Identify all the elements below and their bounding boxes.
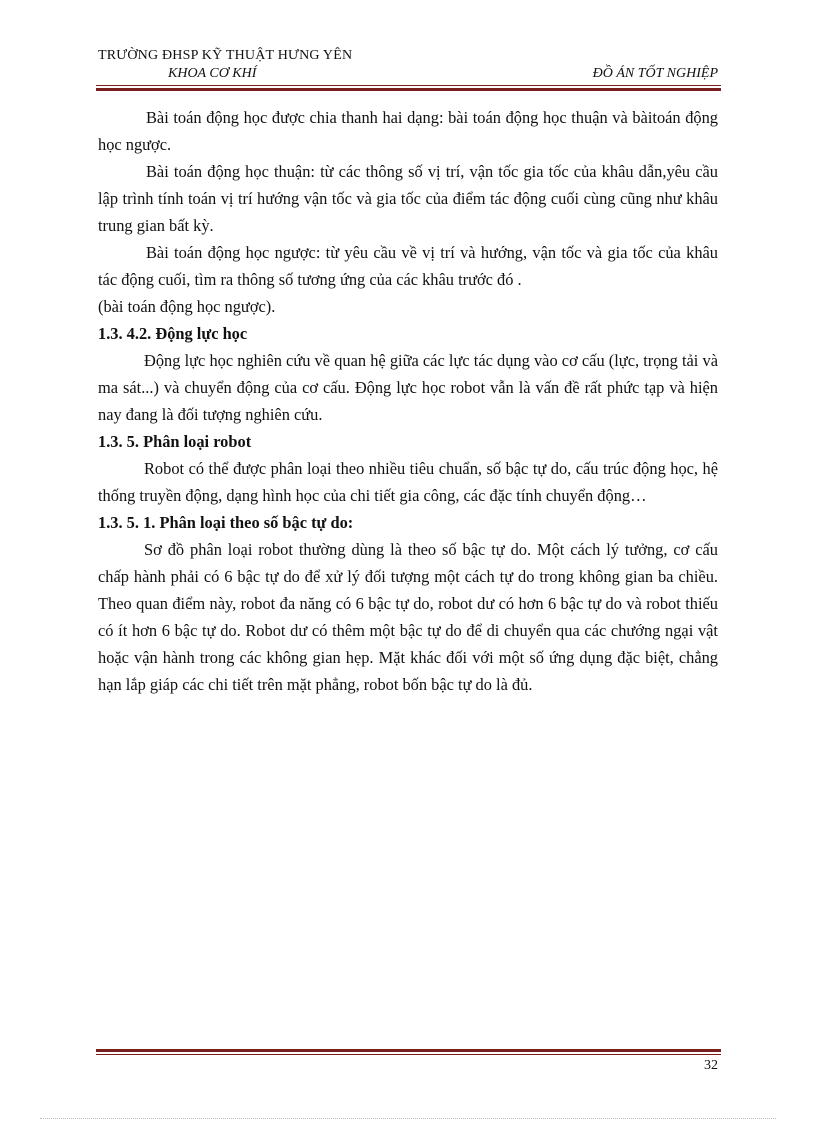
page-number: 32 [704,1058,718,1073]
paragraph-4: (bài toán động học ngược). [98,297,276,316]
footer-rule-thin [96,1054,721,1055]
paragraph-5: Động lực học nghiên cứu về quan hệ giữa các lực tác dụng vào cơ cấu (lực, trọng tải và ma sát...) và chuyển động của cơ cấu. Động lực học robot vẫn là vấn đề rất phức tạp và hiện nay đang là đối tượng nghiên cứu. [98,351,718,424]
paragraph-7: Sơ đồ phân loại robot thường dùng là theo số bậc tự do. Một cách lý tưởng, cơ cấu chấp hành phải có 6 bậc tự do để xử lý đối tượng một cách tự do trong không gian ba chiều. Theo quan điểm này, robot đa năng có 6 bậc tự do, robot dư có hơn 6 bậc tự do và robot thiếu có ít hơn 6 bậc tự do. Robot dư có thêm một bậc tự do để di chuyển qua các chướng ngại vật hoặc vận hành trong các không gian hẹp. Mặt khác đối với một số ứng dụng đặc biệt, chẳng hạn lắp giáp các chi tiết trên mặt phẳng, robot bốn bậc tự do là đủ. [98,540,718,694]
header-doc-type: ĐỒ ÁN TỐT NGHIỆP [592,66,718,81]
paragraph-2: Bài toán động học thuận: từ các thông số vị trí, vận tốc gia tốc của khâu dẫn,yêu cầu lập trình tính toán vị trí hướng vận tốc và gia tốc của điểm tác động cuối cùng cũng như khâu trung gian bất kỳ. [98,162,718,235]
paragraph-1: Bài toán động học được chia thanh hai dạng: bài toán động học thuận và bàitoán động học ngược. [98,108,718,154]
heading-dynamics: 1.3. 4.2. Động lực học [98,324,248,343]
paragraph-3: Bài toán động học ngược: từ yêu cầu về vị trí và hướng, vận tốc và gia tốc của khâu tác động cuối, tìm ra thông số tương ứng của các khâu trước đó . [98,243,718,289]
heading-classification: 1.3. 5. Phân loại robot [98,432,252,451]
header-rule-thick [96,88,721,91]
paragraph-6: Robot có thể được phân loại theo nhiều tiêu chuẩn, số bậc tự do, cấu trúc động học, hệ thống truyền động, dạng hình học của chi tiết gia công, các đặc tính chuyển động… [98,459,718,505]
page-bottom-divider [40,1118,776,1119]
heading-dof-classification: 1.3. 5. 1. Phân loại theo số bậc tự do: [98,513,354,532]
header-rule-thin [96,85,721,86]
page-body [98,104,718,698]
header-faculty: KHOA CƠ KHÍ [168,66,257,81]
footer-rule-thick [96,1049,721,1052]
header-school: TRƯỜNG ĐHSP KỸ THUẬT HƯNG YÊN [98,48,353,63]
